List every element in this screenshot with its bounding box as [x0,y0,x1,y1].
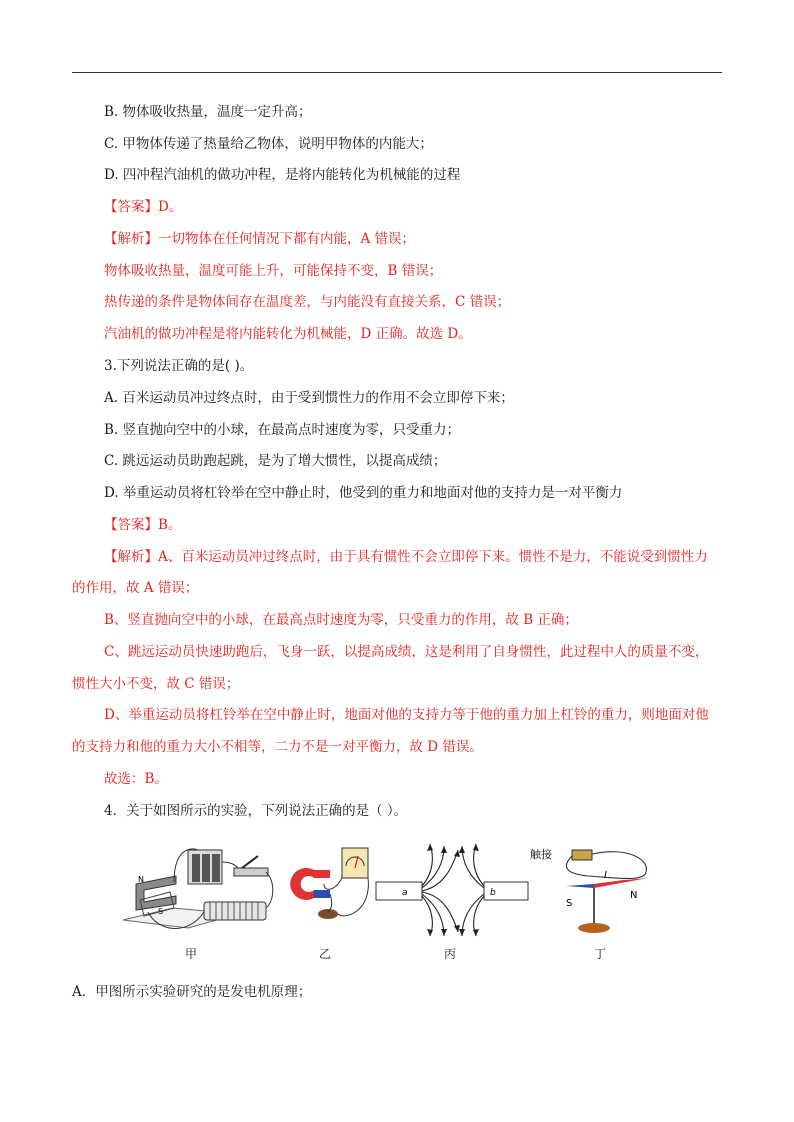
caption-ding: 丁 [593,947,606,961]
figure-ding [528,842,658,938]
q2-option-c: C. 甲物体传递了热量给乙物体，说明甲物体的内能大； [104,136,433,152]
q2-option-d: D. 四冲程汽油机的做功冲程，是将内能转化为机械能的过程 [104,167,461,183]
figure-yi [284,842,374,938]
q3-analysis-line: D、举重运动员将杠铃举在空中静止时，地面对他的支持力等于他的重力加上杠铃的重力，则地面对他 [104,707,709,723]
q3-option-b: B. 竖直抛向空中的小球，在最高点时速度为零，只受重力； [104,422,461,438]
q2-analysis-line: 物体吸收热量，温度可能上升，可能保持不变，B 错误； [104,263,443,279]
q3-analysis-line: 的支持力和他的重力大小不相等，二力不是一对平衡力，故 D 错误。 [72,739,483,755]
magnet-n-label: N [138,875,144,884]
q3-stem: 3.下列说法正确的是( )。 [104,358,254,374]
q3-option-a: A. 百米运动员冲过终点时，由于受到惯性力的作用不会立即停下来； [104,390,514,406]
pole-b-label: b [490,888,496,898]
needle-n-label: N [630,890,638,901]
touch-label: 触接 [530,848,552,861]
q3-option-d: D. 举重运动员将杠铃举在空中静止时，他受到的重力和地面对他的支持力是一对平衡力 [104,485,623,501]
q3-analysis-line: C、跳远运动员快速助跑后，飞身一跃，以提高成绩，这是利用了自身惯性，此过程中人的质量不变， [104,644,709,660]
figure-jia [118,842,278,938]
header-rule [72,72,722,73]
current-label: I [604,870,607,881]
magnet-s-label: S [158,907,164,916]
caption-jia: 甲 [184,947,197,961]
q3-analysis-line: 惯性大小不变，故 C 错误； [72,676,240,692]
q3-answer: 【答案】B。 [104,517,182,533]
needle-s-label: S [566,898,573,909]
q2-analysis-line: 【解析】一切物体在任何情况下都有内能，A 错误； [104,231,416,247]
q3-option-c: C. 跳远运动员助跑起跳，是为了增大惯性，以提高成绩； [104,453,447,469]
q2-analysis-line: 热传递的条件是物体间存在温度差，与内能没有直接关系，C 错误； [104,294,511,310]
caption-bing: 丙 [443,947,456,961]
q3-analysis-line: 【解析】A、百米运动员冲过终点时，由于具有惯性不会立即停下来。惯性不是力，不能说受到惯性力 [104,549,708,565]
q2-answer: 【答案】D。 [104,199,183,215]
caption-yi: 乙 [318,947,331,961]
q4-stem: 4．关于如图所示的实验，下列说法正确的是（ ）。 [104,803,408,819]
q3-analysis-line: 的作用，故 A 错误； [72,580,199,596]
q4-option-a: A．甲图所示实验研究的是发电机原理； [72,984,312,1000]
q3-analysis-line: 故选：B。 [104,771,168,787]
q3-analysis-line: B、竖直抛向空中的小球，在最高点时速度为零，只受重力的作用，故 B 正确； [104,612,578,628]
figure-bing [372,842,532,938]
pole-a-label: a [402,888,408,898]
q2-analysis-line: 汽油机的做功冲程是将内能转化为机械能，D 正确。故选 D。 [104,326,472,342]
q2-option-b: B. 物体吸收热量，温度一定升高； [104,104,312,120]
